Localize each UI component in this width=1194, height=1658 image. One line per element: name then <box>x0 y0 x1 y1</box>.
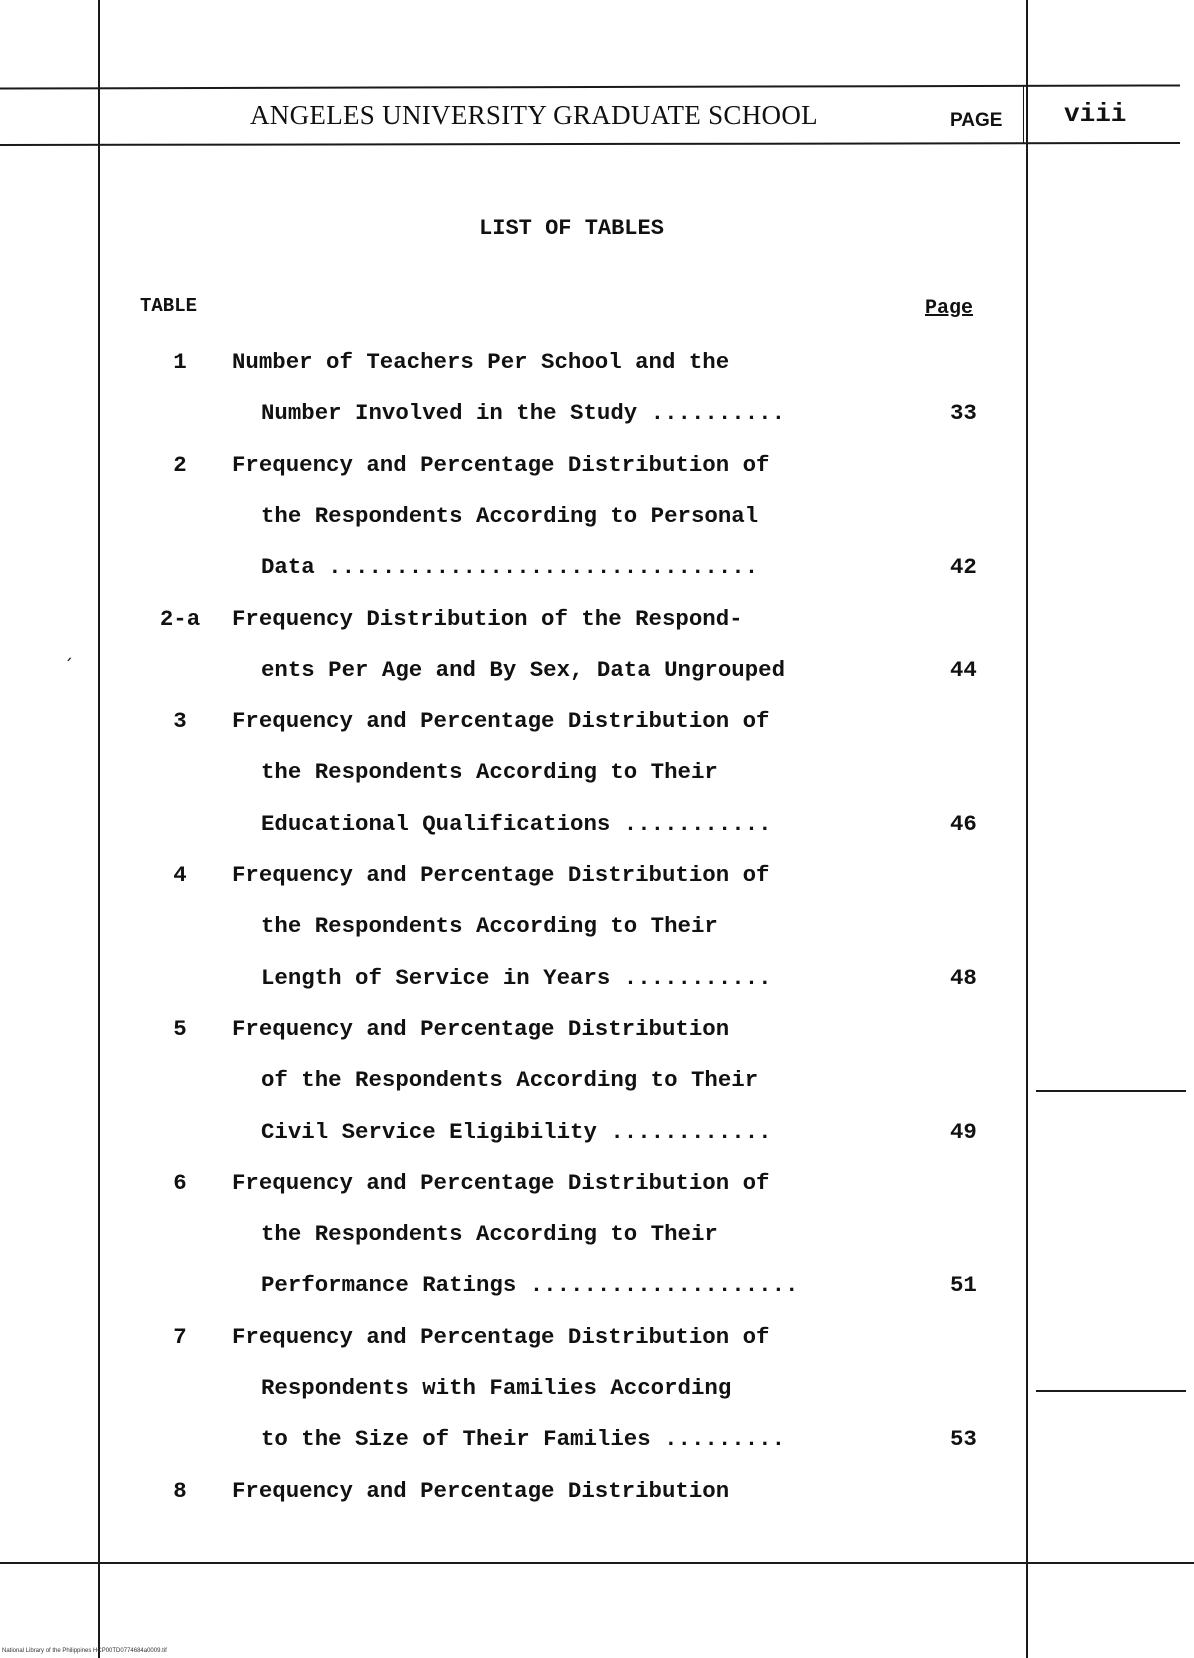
table-entry-line <box>0 757 1020 787</box>
table-entry-title-line: the Respondents According to Their <box>261 913 718 940</box>
column-heading-page: Page <box>925 297 974 320</box>
table-entry-title-line: Frequency and Percentage Distribution <box>232 1477 730 1504</box>
page-label: PAGE <box>950 110 1003 131</box>
table-entry-title-line: Frequency and Percentage Distribution of <box>232 1169 770 1196</box>
school-name: ANGELES UNIVERSITY GRADUATE SCHOOL <box>250 100 818 130</box>
table-entry-number: 1 <box>173 349 187 375</box>
right-edge-mark-1 <box>1036 1090 1186 1092</box>
table-entry-title-line: Civil Service Eligibility ............ <box>261 1118 772 1145</box>
table-entry-title-line: ents Per Age and By Sex, Data Ungrouped <box>261 656 786 683</box>
table-entry-line <box>0 911 1020 941</box>
table-entry-title-line: Number of Teachers Per School and the <box>232 349 730 375</box>
table-entry-title-line: Educational Qualifications ........... <box>261 810 772 837</box>
table-entry-title-line: Number Involved in the Study .......... <box>261 400 786 427</box>
table-entry-number: 4 <box>173 862 187 888</box>
table-entry-title-line: Data ................................ <box>261 554 759 581</box>
table-entry-page: 44 <box>950 656 977 683</box>
table-entry-title-line: Frequency and Percentage Distribution of <box>232 451 770 478</box>
page-number: viii <box>1064 99 1127 129</box>
table-entry-line <box>0 501 1020 531</box>
table-entry-page: 33 <box>950 400 977 427</box>
table-entry-number: 2 <box>173 451 187 478</box>
table-entry-number: 2-a <box>159 605 201 632</box>
table-entry-page: 48 <box>950 964 977 991</box>
table-entry-line <box>0 655 1020 685</box>
table-entry-line <box>0 1014 1020 1044</box>
table-entry-line <box>0 1168 1020 1198</box>
table-entry-number: 8 <box>173 1477 187 1504</box>
table-entry-line <box>0 1373 1020 1403</box>
table-entry-line <box>0 1219 1020 1249</box>
table-entry-line <box>0 398 1020 428</box>
right-margin-rule <box>1026 0 1028 1658</box>
table-entry-page: 51 <box>950 1272 977 1299</box>
table-entry-line <box>0 963 1020 993</box>
table-entry-title-line: of the Respondents According to Their <box>261 1067 759 1094</box>
table-entry-title-line: the Respondents According to Personal <box>261 502 759 529</box>
table-entry-line <box>0 604 1020 634</box>
margin-mark: ˊ <box>64 656 73 677</box>
table-entry-line <box>0 1322 1020 1352</box>
table-entry-line <box>0 1476 1020 1506</box>
table-entry-title-line: Frequency and Percentage Distribution of <box>232 708 770 735</box>
table-entry-title-line: Performance Ratings .................... <box>261 1272 799 1299</box>
table-entry-title-line: Frequency Distribution of the Respond- <box>232 605 743 632</box>
table-entry-title-line: Frequency and Percentage Distribution of <box>232 1323 770 1350</box>
table-entry-page: 53 <box>950 1426 977 1453</box>
table-entry-title-line: the Respondents According to Their <box>261 1221 718 1248</box>
table-entry-line <box>0 1270 1020 1300</box>
table-entry-line <box>0 450 1020 480</box>
page-label-divider <box>1023 86 1024 144</box>
table-entry-line <box>0 706 1020 736</box>
table-entry-title-line: Frequency and Percentage Distribution of <box>232 862 770 888</box>
table-entry-line <box>0 1424 1020 1454</box>
header-bottom-rule <box>0 142 1180 146</box>
table-entry-line <box>0 809 1020 839</box>
right-edge-mark-2 <box>1036 1390 1186 1392</box>
table-entry-number: 6 <box>173 1169 187 1196</box>
table-entry-line <box>0 860 1020 890</box>
column-heading-table: TABLE <box>140 295 198 317</box>
table-entry-line <box>0 1117 1020 1147</box>
table-entry-page: 46 <box>950 810 977 837</box>
table-entry-page: 42 <box>950 554 977 581</box>
table-entry-title-line: Respondents with Families According <box>261 1375 732 1401</box>
list-title: LIST OF TABLES <box>479 216 664 241</box>
table-entry-number: 5 <box>173 1015 187 1042</box>
table-entry-line <box>0 552 1020 582</box>
table-entry-title-line: Frequency and Percentage Distribution <box>232 1015 730 1042</box>
table-entry-number: 3 <box>173 708 187 735</box>
table-entry-title-line: Length of Service in Years ........... <box>261 964 772 991</box>
table-entry-number: 7 <box>173 1323 187 1350</box>
table-entry-title-line: the Respondents According to Their <box>261 759 718 786</box>
table-entry-line <box>0 1065 1020 1095</box>
footer-rule <box>0 1562 1194 1564</box>
table-entry-line <box>0 347 1020 377</box>
scan-footer-note: National Library of the Philippines HCP00TD0774684a0009.tif <box>2 1648 167 1654</box>
table-entry-title-line: to the Size of Their Families ......... <box>261 1426 786 1453</box>
table-entry-page: 49 <box>950 1118 977 1145</box>
header-top-rule <box>0 84 1180 89</box>
